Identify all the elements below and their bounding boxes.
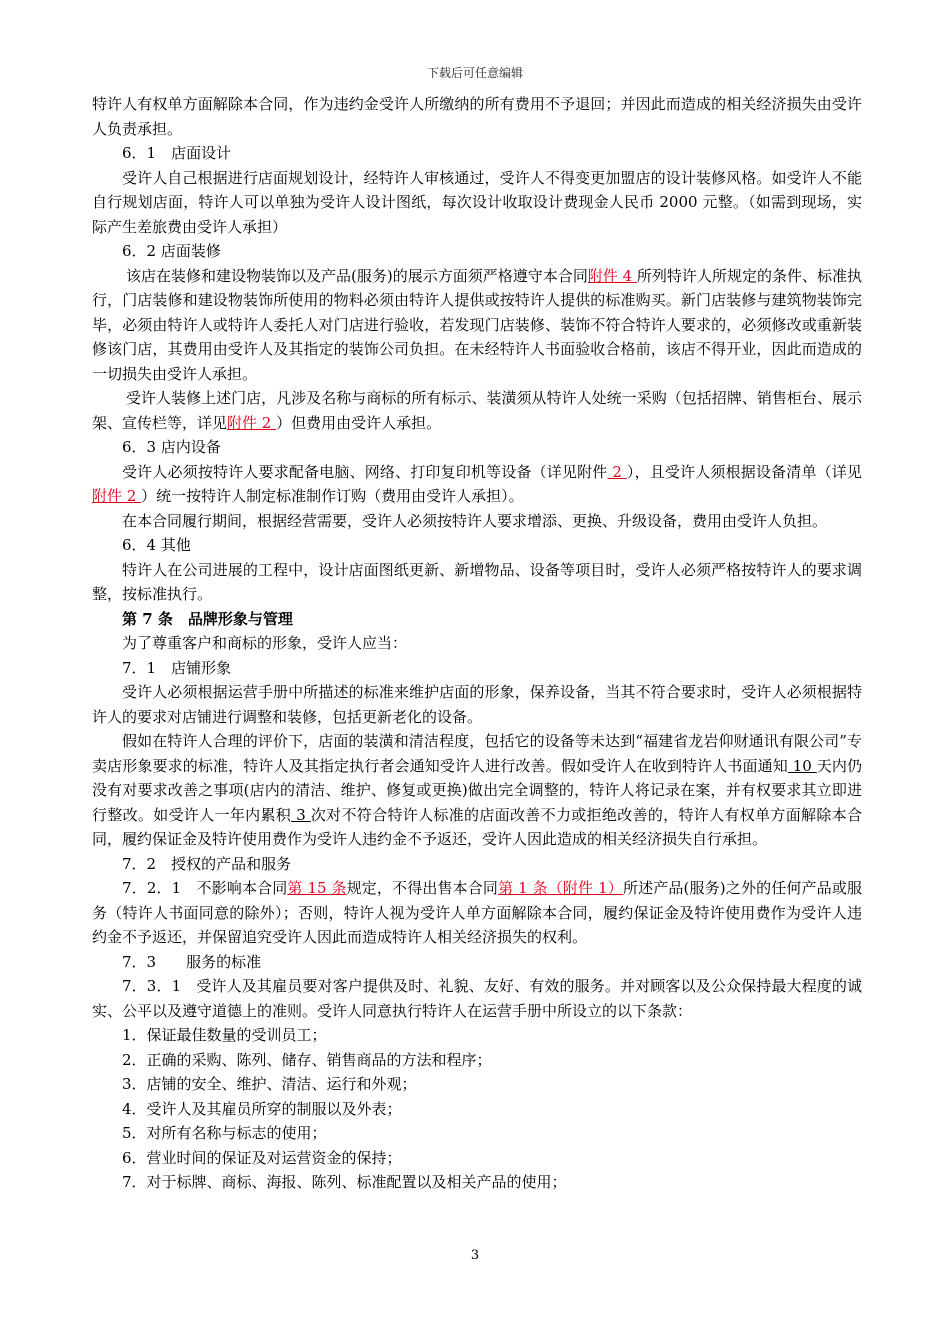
list-item: 2．正确的采购、陈列、储存、销售商品的方法和程序； [122, 1050, 492, 1069]
list-item: 6．营业时间的保证及对运营资金的保持； [122, 1148, 402, 1167]
attachment-4-link[interactable]: 附件 4 [587, 266, 637, 285]
paragraph-7-3-1: 7．3．1 受许人及其雇员要对客户提供及时、礼貌、友好、有效的服务。并对顾客以及公众保持最大程度的诚实、公平以及遵守道德上的准则。受许人同意执行特许人在运营手册中所设立的以下条款： [92, 977, 862, 1020]
page-number: 3 [470, 1248, 480, 1263]
heading-article-7: 第 7 条 品牌形象与管理 [122, 609, 293, 628]
page-header: 下载后可任意编辑 [426, 66, 523, 80]
text-span: ），且受许人须根据设备清单（详见 [626, 462, 862, 481]
document-body [92, 92, 862, 1195]
heading-6-4: 6．4 其他 [122, 536, 191, 554]
attachment-2-underline[interactable]: 2 [607, 462, 627, 481]
heading-6-3: 6．3 店内设备 [122, 438, 221, 456]
list-item: 3．店铺的安全、维护、清洁、运行和外观； [122, 1075, 417, 1093]
paragraph-7-1-b [92, 729, 862, 852]
attachment-2-link[interactable]: 附件 2 [227, 413, 277, 432]
text-span: 7．2．1 不影响本合同 [122, 879, 288, 897]
text-span: 天内仍没有对要求改善之事项(店内的清洁、维护、修复或更换)做出完全调整的，特许人将记录在案，并有权要求其立即进行整改。如受许人一年内累积 [92, 756, 862, 824]
paragraph-6-3-a [92, 460, 862, 509]
list-item: 7．对于标牌、商标、海报、陈列、标准配置以及相关产品的使用； [122, 1173, 567, 1191]
days-underline: 10 [787, 756, 817, 775]
list-item: 4．受许人及其雇员所穿的制服以及外表； [122, 1099, 402, 1118]
text-span: 受许人必须按特许人要求配备电脑、网络、打印复印机等设备（详见附件 [122, 462, 608, 481]
heading-6-1: 6．1 店面设计 [122, 144, 232, 162]
heading-7-1: 7．1 店铺形象 [122, 658, 232, 677]
text-span: 所列特许人所规定的条件、标准执行，门店装修和建设物装饰所使用的物料必须由特许人提供或按特许人提供的标准购买。新门店装修与建筑物装饰完毕，必须由特许人或特许人委托人对门店进行验收，若发现门店装修、装饰不符合特许人要求的，必须修改或重新装修该门店，其费用由受许人及其指定的装饰公司负担。在未经特许人书面验收合格前，该店不得开业，因此而造成的一切损失由受许人承担。 [92, 266, 862, 383]
list-item: 5．对所有名称与标志的使用； [122, 1124, 327, 1142]
text-span: 假如在特许人合理的评价下，店面的装潢和清洁程度，包括它的设备等未达到“福建省龙岩仰财通讯有限公司”专卖店形象要求的标准，特许人及其指定执行者会通知受许人进行改善。假如受许人在收到特许人书面通知 [92, 732, 862, 775]
heading-6-2: 6．2 店面装修 [122, 242, 221, 260]
paragraph-6-2-a [92, 264, 862, 387]
article-15-link[interactable]: 第 15 条 [287, 879, 347, 897]
article-1-link[interactable]: 第 1 条（附件 1） [498, 879, 623, 897]
heading-7-3: 7．3 服务的标准 [122, 952, 262, 971]
paragraph-7-2-1 [92, 876, 862, 950]
paragraph-7-1-a: 受许人必须根据运营手册中所描述的标准来维护店面的形象，保养设备，当其不符合要求时，受许人必须根据特许人的要求对店铺进行调整和装修，包括更新老化的设备。 [92, 683, 862, 726]
text-span: 所述产品(服务)之外的任何产品或服务（特许人书面同意的除外）；否则，特许人视为受许人单方面解除本合同，履约保证金及特许使用费作为受许人违约金不予返还，并保留追究受许人因此而造成特许人相关经济损失的权利。 [92, 879, 862, 946]
list-item: 1．保证最佳数量的受训员工； [122, 1026, 327, 1044]
paragraph-termination: 特许人有权单方面解除本合同，作为违约金受许人所缴纳的所有费用不予退回；并因此而造成的相关经济损失由受许人负责承担。 [92, 95, 862, 138]
text-span: 受许人装修上述门店，凡涉及名称与商标的所有标示、装潢须从特许人处统一采购（包括招牌、销售柜台、展示架、宣传栏等，详见 [92, 389, 862, 432]
text-span: 次对不符合特许人标准的店面改善不力或拒绝改善的，特许人有权单方面解除本合同，履约保证金及特许使用费作为受许人违约金不予返还，受许人因此造成的相关经济损失自行承担。 [92, 805, 862, 848]
paragraph-6-1: 受许人自己根据进行店面规划设计，经特许人审核通过，受许人不得变更加盟店的设计装修风格。如受许人不能自行规划店面，特许人可以单独为受许人设计图纸，每次设计收取设计费现金人民币 2000 元整。（如需到现场，实际产生差旅费由受许人承担） [92, 168, 862, 236]
paragraph-6-4: 特许人在公司进展的工程中，设计店面图纸更新、新增物品、设备等项目时，受许人必须严格按特许人的要求调整，按标准执行。 [92, 560, 862, 603]
heading-7-2: 7．2 授权的产品和服务 [122, 854, 292, 873]
text-span: ）但费用由受许人承担。 [276, 413, 442, 432]
paragraph-6-3-b: 在本合同履行期间，根据经营需要，受许人必须按特许人要求增添、更换、升级设备，费用由受许人负担。 [122, 511, 828, 530]
count-underline: 3 [291, 805, 311, 824]
text-span: 该店在装修和建设物装饰以及产品(服务)的展示方面须严格遵守本合同 [126, 266, 588, 285]
paragraph-6-2-b [92, 386, 862, 435]
text-span: ）统一按特许人制定标准制作订购（费用由受许人承担）。 [141, 487, 524, 505]
paragraph-7: 为了尊重客户和商标的形象，受许人应当： [122, 634, 408, 652]
attachment-2-link[interactable]: 附件 2 [92, 487, 142, 505]
text-span: 规定，不得出售本合同 [346, 879, 499, 897]
